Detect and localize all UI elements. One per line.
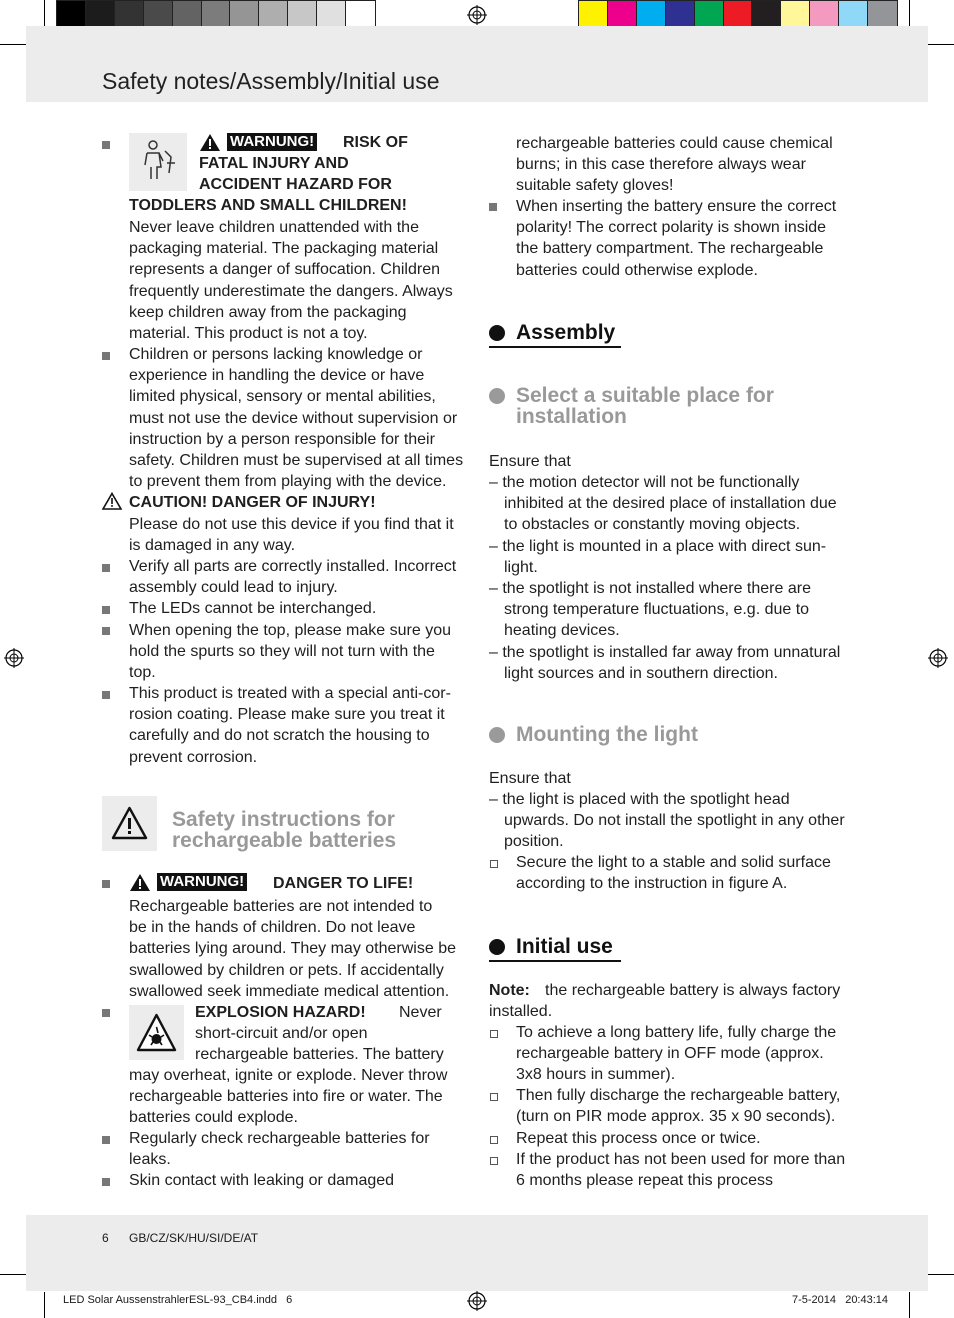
text-line: inhibited at the desired place of installation due — [504, 495, 837, 513]
subsection-heading: installation — [516, 405, 627, 428]
section-bullet — [489, 727, 505, 743]
subsection-heading: Select a suitable place for — [516, 384, 774, 407]
text-line: the battery compartment. The rechargeable — [516, 240, 824, 258]
text-line: hold the spurts so they will not turn with the — [129, 643, 435, 661]
text-line: heating devices. — [504, 622, 620, 640]
text-line: When opening the top, please make sure you — [129, 622, 451, 639]
language-codes: GB/CZ/SK/HU/SI/DE/AT — [129, 1231, 259, 1245]
text-line: polarity! The correct polarity is shown inside — [516, 219, 827, 237]
text-line: light sources and in southern direction. — [504, 664, 778, 682]
text-line: Regularly check rechargeable batteries for — [129, 1130, 430, 1147]
note-text: installed. — [489, 1003, 553, 1020]
checkbox-bullet — [490, 1093, 498, 1101]
section-title: Safety instructions for — [172, 808, 395, 831]
crop-mark — [0, 44, 26, 45]
explosion-hazard-icon — [129, 1005, 184, 1060]
color-swatch — [579, 1, 608, 29]
text-line: upwards. Do not install the spotlight in any other — [504, 812, 845, 830]
section-bullet — [489, 939, 505, 955]
text-line: Secure the light to a stable and solid surface — [516, 854, 831, 871]
color-swatch — [666, 1, 695, 29]
color-swatch — [115, 1, 144, 29]
color-swatch — [317, 1, 346, 29]
checkbox-bullet — [490, 1136, 498, 1144]
color-swatch — [695, 1, 724, 29]
text-line: Verify all parts are correctly installed. Incorrect — [129, 558, 457, 575]
heading-underline — [489, 960, 621, 962]
text-line: position. — [504, 833, 564, 851]
warning-triangle-icon — [129, 873, 151, 892]
warning-heading: TODDLERS AND SMALL CHILDREN! — [129, 197, 407, 214]
text-line: To achieve a long battery life, fully charge the — [516, 1024, 837, 1041]
heading-underline — [489, 346, 621, 348]
color-swatch — [724, 1, 753, 29]
bullet-square — [102, 880, 110, 888]
text-line: suitable safety gloves! — [516, 177, 674, 195]
bullet-square — [102, 691, 110, 699]
text-line: represents a danger of suffocation. Children — [129, 261, 441, 279]
checkbox-bullet — [490, 1030, 498, 1038]
timestamp: 7-5-2014 20:43:14 — [792, 1294, 889, 1306]
crop-mark — [928, 44, 954, 45]
registration-mark-icon — [467, 5, 487, 25]
bullet-square — [102, 606, 110, 614]
bullet-square — [102, 1178, 110, 1186]
warnung-label: WARNUNG! — [157, 873, 247, 891]
text-line: batteries lying around. They may otherwise be — [129, 940, 456, 958]
registration-mark-icon — [928, 648, 948, 668]
text-line: 6 months please repeat this process — [516, 1172, 774, 1190]
warning-heading: ACCIDENT HAZARD FOR — [199, 176, 392, 193]
text-line: must not use the device without supervision or — [129, 409, 458, 427]
crop-mark — [44, 0, 45, 26]
text-line: may overheat, ignite or explode. Never throw — [129, 1067, 448, 1084]
text-line: carefully and do not scratch the housing to — [129, 727, 430, 745]
crop-mark — [909, 0, 910, 26]
section-title: rechargeable batteries — [172, 829, 397, 852]
color-swatch — [752, 1, 781, 29]
color-swatch — [202, 1, 231, 29]
initial-use-heading: Initial use — [516, 935, 613, 958]
text-line: Children or persons lacking knowledge or — [129, 346, 423, 363]
text-line: This product is treated with a special anti-cor- — [129, 685, 451, 702]
text-line: material. This product is not a toy. — [129, 325, 368, 342]
section-bullet — [489, 325, 505, 341]
warning-heading: FATAL INJURY AND — [199, 155, 349, 172]
note-text: the rechargeable battery is always factory — [545, 982, 841, 999]
text-line: batteries could explode. — [129, 1109, 298, 1127]
page-title: Safety notes/Assembly/Initial use — [102, 68, 440, 94]
bullet-square — [102, 1009, 110, 1017]
text-line: rechargeable batteries. The battery — [195, 1046, 444, 1064]
text-line: assembly could lead to injury. — [129, 579, 338, 597]
text-line: limited physical, sensory or mental abilities, — [129, 388, 436, 406]
color-swatch — [637, 1, 666, 29]
bullet-square — [102, 1136, 110, 1144]
text-line: Rechargeable batteries are not intended to — [129, 898, 433, 915]
color-swatch — [810, 1, 839, 29]
text-line: to obstacles or constantly moving objects. — [504, 516, 801, 534]
color-swatch — [144, 1, 173, 29]
registration-mark-icon — [4, 648, 24, 668]
text-line: leaks. — [129, 1151, 171, 1169]
bullet-square — [102, 564, 110, 572]
color-swatch — [868, 1, 897, 29]
text-line: rechargeable batteries into fire or water. The — [129, 1088, 443, 1106]
text-line: rechargeable batteries could cause chemical — [516, 135, 833, 152]
assembly-heading: Assembly — [516, 321, 616, 344]
ensure-text: Ensure that — [489, 770, 571, 787]
color-swatch — [230, 1, 259, 29]
color-swatch — [86, 1, 115, 29]
crop-mark — [0, 1274, 26, 1275]
page-number: 6 — [102, 1231, 109, 1245]
caution-triangle-icon — [102, 492, 122, 510]
text-line: experience in handling the device or have — [129, 367, 425, 385]
text-line: – the motion detector will not be functionally — [489, 474, 800, 491]
bullet-square — [102, 627, 110, 635]
text-line: 3x8 hours in summer). — [516, 1066, 676, 1084]
warning-triangle-box — [102, 796, 157, 851]
crop-mark — [44, 1292, 45, 1318]
text-line: If the product has not been used for more than — [516, 1151, 846, 1168]
text-line: The LEDs cannot be interchanged. — [129, 600, 377, 617]
text-line: When inserting the battery ensure the correct — [516, 198, 837, 215]
text-line: Please do not use this device if you find that it — [129, 516, 454, 533]
text-line: short-circuit and/or open — [195, 1025, 368, 1042]
crop-mark — [928, 1274, 954, 1275]
text-line: rosion coating. Please make sure you treat it — [129, 706, 445, 724]
color-swatch — [259, 1, 288, 29]
text-line: frequently underestimate the dangers. Always — [129, 282, 453, 300]
text-line: safety. Children must be supervised at all times — [129, 452, 464, 469]
text-line: batteries could otherwise explode. — [516, 261, 758, 279]
text-line: prevent corrosion. — [129, 748, 258, 766]
text-line: burns; in this case therefore always wear — [516, 156, 806, 174]
text-line: Repeat this process once or twice. — [516, 1130, 761, 1147]
explosion-text: Never — [399, 1004, 442, 1021]
color-swatch — [346, 1, 375, 29]
color-swatch — [781, 1, 810, 29]
color-swatch — [839, 1, 868, 29]
text-line: to prevent them from playing with the device. — [129, 473, 447, 491]
bullet-square — [102, 352, 110, 360]
text-line: light. — [504, 558, 538, 576]
warning-triangle-icon — [199, 133, 221, 152]
color-swatch — [57, 1, 86, 29]
registration-mark-icon — [467, 1291, 487, 1311]
checkbox-bullet — [490, 860, 498, 868]
color-swatch — [608, 1, 637, 29]
crop-mark — [909, 1292, 910, 1318]
color-swatch — [288, 1, 317, 29]
text-line: be in the hands of children. Do not leave — [129, 919, 416, 937]
explosion-heading: EXPLOSION HAZARD! — [195, 1004, 366, 1021]
text-line: Skin contact with leaking or damaged — [129, 1172, 395, 1189]
caution-heading: CAUTION! DANGER OF INJURY! — [129, 494, 376, 511]
checkbox-bullet — [490, 1157, 498, 1165]
text-line: – the light is mounted in a place with direct sun- — [489, 537, 827, 555]
text-line: according to the instruction in figure A. — [516, 875, 788, 893]
footer-band — [26, 1215, 928, 1291]
text-line: rechargeable battery in OFF mode (approx. — [516, 1045, 824, 1063]
color-swatch — [173, 1, 202, 29]
text-line: instruction by a person responsible for their — [129, 430, 435, 448]
text-line: is damaged in any way. — [129, 537, 296, 555]
text-line: – the light is placed with the spotlight head — [489, 791, 790, 808]
note-label: Note: — [489, 982, 530, 999]
ensure-text: Ensure that — [489, 453, 571, 470]
bullet-square — [102, 141, 110, 149]
text-line: top. — [129, 664, 156, 682]
warning-heading: DANGER TO LIFE! — [273, 875, 414, 892]
section-bullet — [489, 388, 505, 404]
file-name: LED Solar AussenstrahlerESL-93_CB4.indd 6 — [63, 1294, 293, 1306]
text-line: packaging material. The packaging material — [129, 240, 439, 258]
subsection-heading: Mounting the light — [516, 723, 698, 746]
text-line: – the spotlight is not installed where there are — [489, 580, 811, 597]
text-line: strong temperature fluctuations, e.g. due to — [504, 601, 810, 619]
text-line: keep children away from the packaging — [129, 303, 407, 321]
text-line: Never leave children unattended with the — [129, 219, 419, 236]
text-line: swallowed by children or pets. If accidentally — [129, 961, 444, 979]
text-line: – the spotlight is installed far away from unnatural — [489, 643, 841, 661]
bullet-square — [489, 203, 497, 211]
text-line: Then fully discharge the rechargeable battery, — [516, 1087, 841, 1104]
child-warning-icon — [129, 133, 187, 191]
text-line: (turn on PIR mode approx. 35 x 90 seconds). — [516, 1108, 836, 1126]
warning-heading: RISK OF — [343, 134, 408, 151]
warnung-label: WARNUNG! — [227, 133, 317, 151]
text-line: swallowed seek immediate medical attention. — [129, 982, 450, 1000]
